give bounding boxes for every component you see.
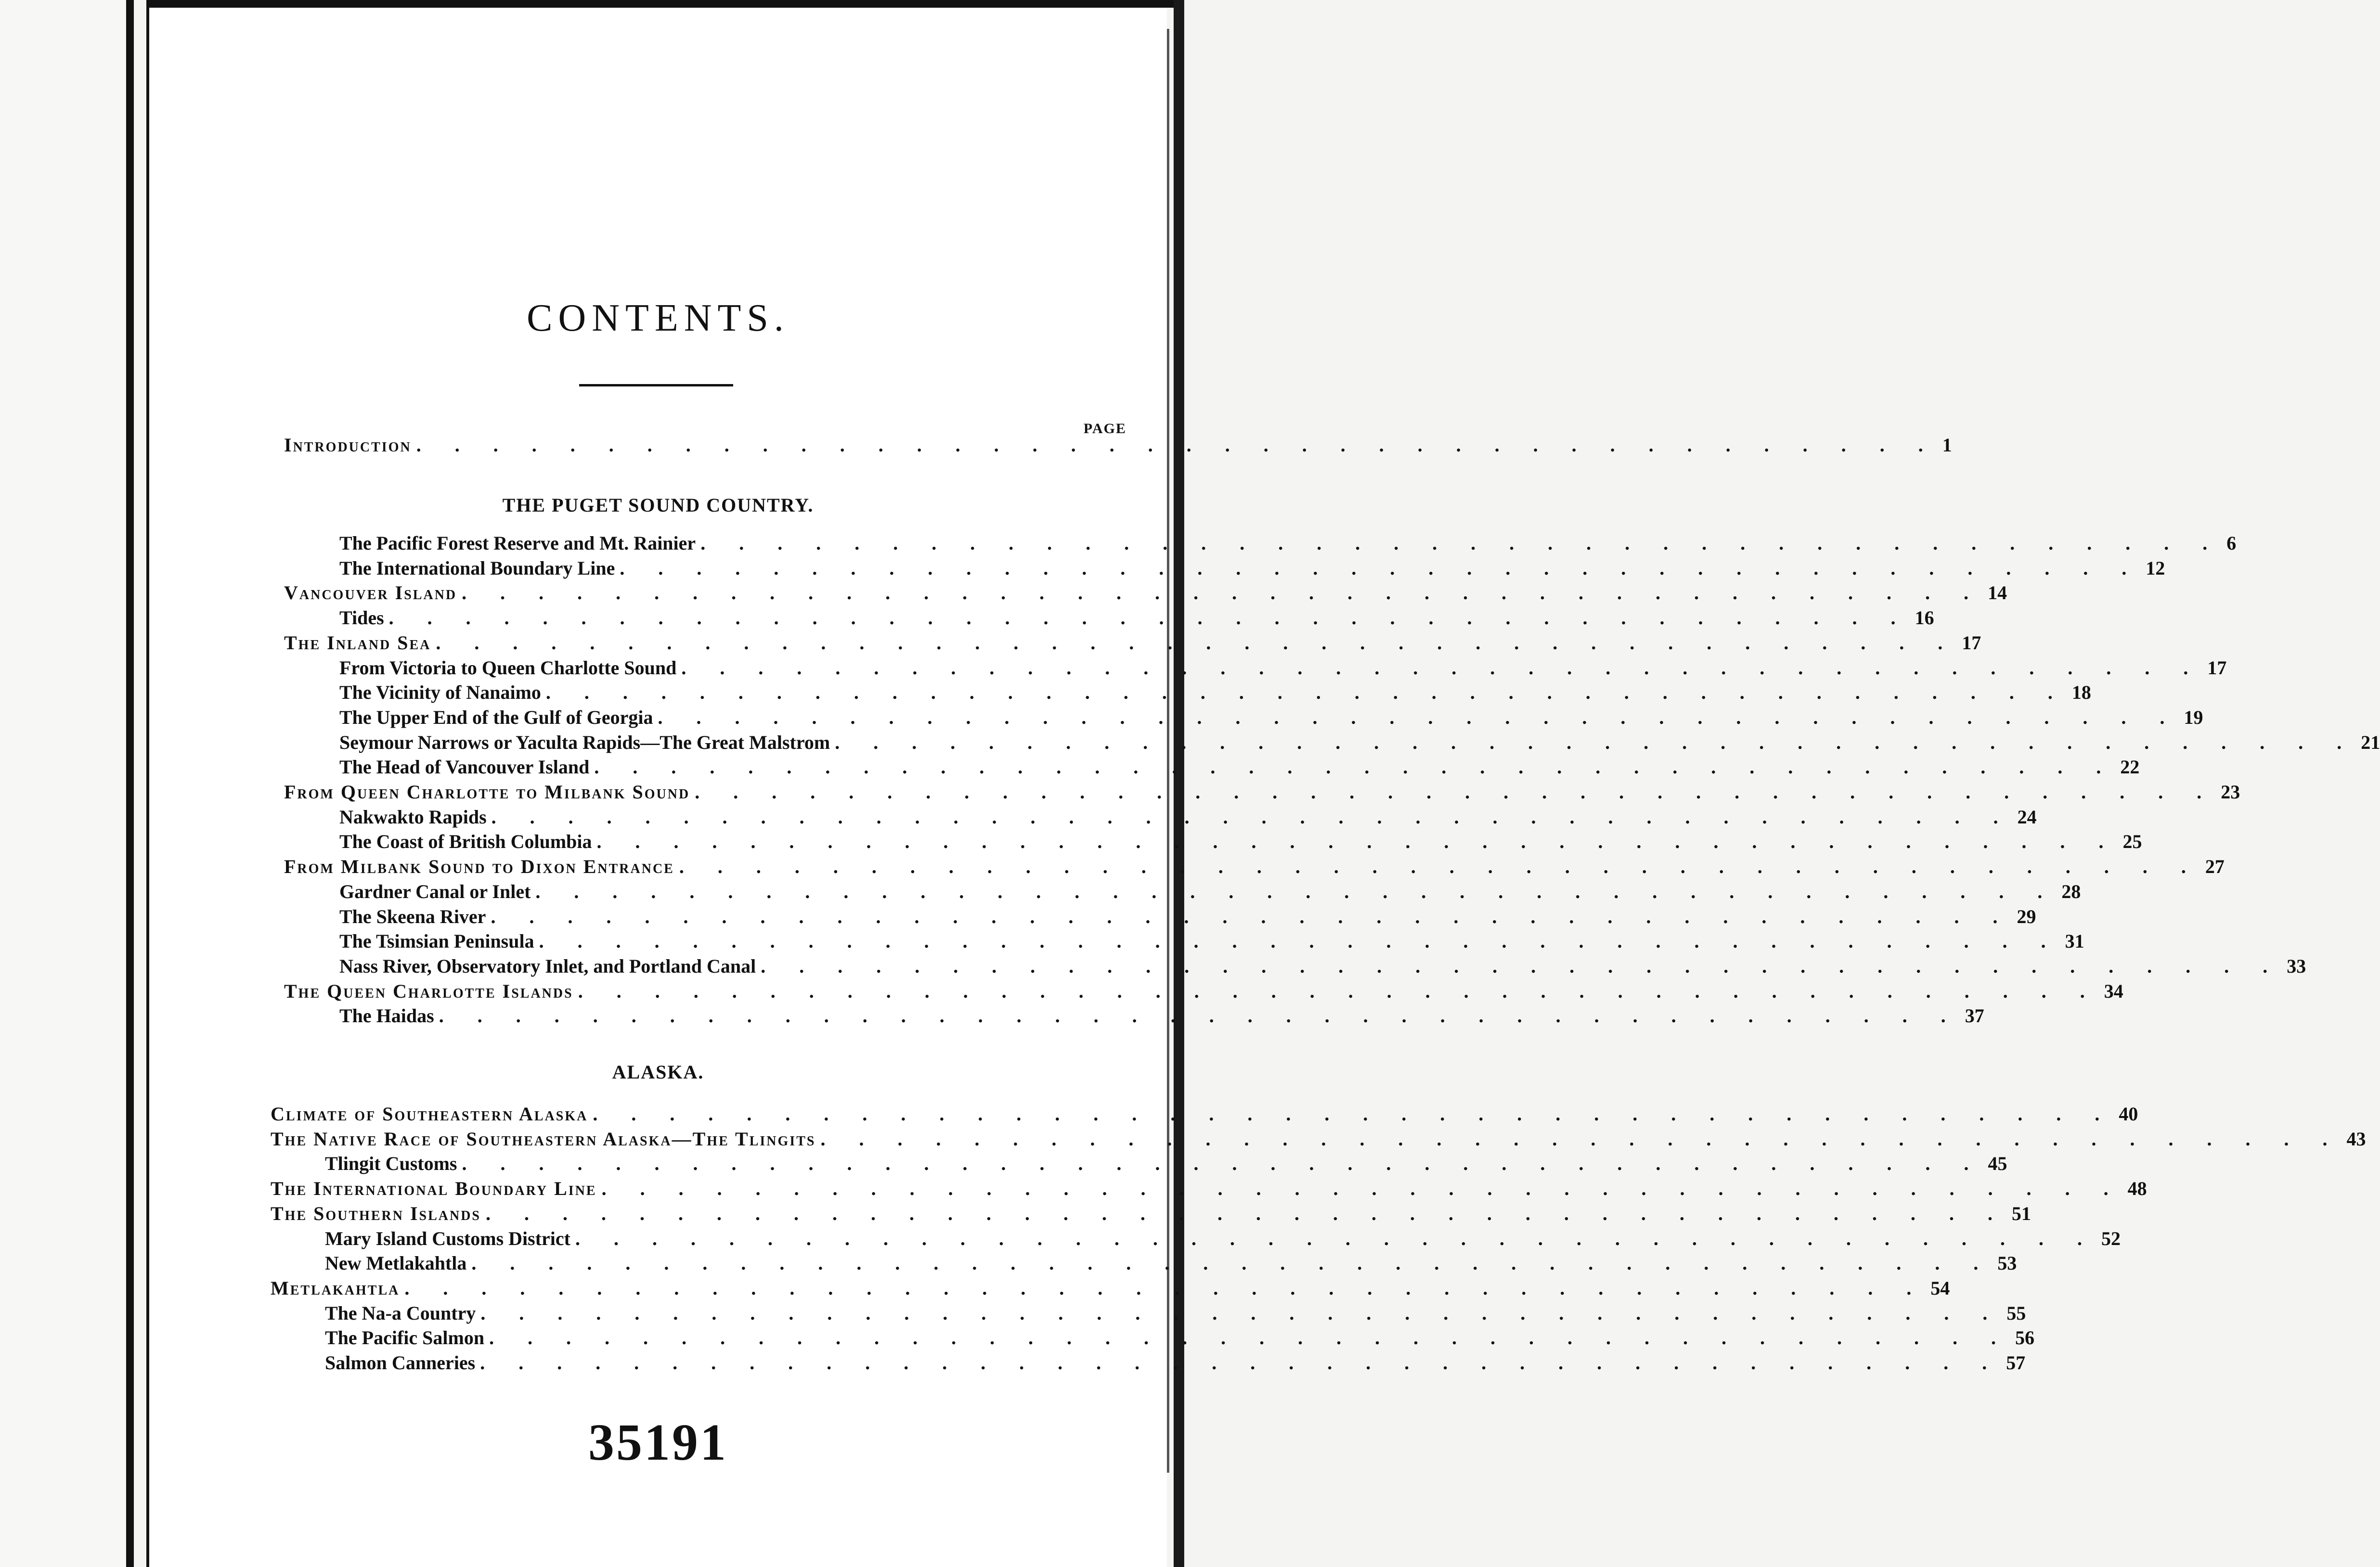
toc-entry-page: 55 [2006, 1302, 2026, 1324]
toc-entry-title: Gardner Canal or Inlet [339, 881, 531, 902]
toc-entry-page: 14 [1988, 582, 2007, 604]
toc-entry-page: 34 [2104, 980, 2123, 1002]
toc-entry-page: 48 [2127, 1178, 2147, 1199]
dot-leader: . . . . . . . . . . . . . . . . . . . . . . . . . . . . . . . . . . . . . . . . [695, 781, 2216, 803]
toc-entry-title: The International Boundary Line [339, 557, 615, 579]
dot-leader: . . . . . . . . . . . . . . . . . . . . . . . . . . . . . . . . . . . . . . . . [462, 1153, 1983, 1174]
toc-entry [284, 430, 1952, 457]
toc-entry-page: 53 [1997, 1252, 2017, 1274]
toc-entry [339, 703, 2203, 730]
toc-entry [271, 1199, 2031, 1226]
page-column-header: PAGE [1083, 421, 1126, 437]
toc-entry-title: New Metlakahtla [325, 1252, 467, 1274]
toc-entry-title: The Head of Vancouver Island [339, 756, 590, 778]
dot-leader: . . . . . . . . . . . . . . . . . . . . . . . . . . . . . . . . . . . . . . . . [491, 806, 2013, 828]
toc-entry-page: 6 [2226, 532, 2237, 554]
toc-entry [284, 852, 2225, 879]
toc-entry-title: The Native Race of Southeastern Alaska—The Tlingits [271, 1128, 816, 1150]
toc-entry-title: Climate of Southeastern Alaska [271, 1103, 588, 1125]
dot-leader: . . . . . . . . . . . . . . . . . . . . . . . . . . . . . . . . . . . . . . . . [575, 1228, 2096, 1249]
dot-leader: . . . . . . . . . . . . . . . . . . . . . . . . . . . . . . . . . . . . . . . . [820, 1128, 2342, 1150]
title-rule [579, 384, 733, 386]
dot-leader: . . . . . . . . . . . . . . . . . . . . . . . . . . . . . . . . . . . . . . . . [539, 930, 2060, 952]
dot-leader: . . . . . . . . . . . . . . . . . . . . . . . . . . . . . . . . . . . . . . . . [620, 557, 2141, 579]
toc-entry-title: Tlingit Customs [325, 1153, 457, 1174]
toc-entry-page: 40 [2119, 1103, 2138, 1125]
toc-entry-page: 54 [1930, 1277, 1950, 1299]
binding-edge [126, 0, 134, 1567]
toc-entry-title: Seymour Narrows or Yaculta Rapids—The Great Malstrom [339, 732, 830, 753]
toc-entry-page: 45 [1988, 1153, 2007, 1174]
dot-leader: . . . . . . . . . . . . . . . . . . . . . . . . . . . . . . . . . . . . . . . . [535, 881, 2057, 902]
toc-entry [339, 528, 2237, 555]
toc-entry-title: From Queen Charlotte to Milbank Sound [284, 781, 690, 803]
toc-entry-page: 43 [2346, 1128, 2366, 1150]
toc-entry [339, 752, 2140, 779]
stamp-number: 35191 [588, 1414, 728, 1471]
toc-entry-title: The Coast of British Columbia [339, 831, 592, 852]
toc-entry-page: 56 [2015, 1327, 2035, 1349]
dot-leader: . . . . . . . . . . . . . . . . . . . . . . . . . . . . . . . . . . . . . . . . [388, 607, 1910, 629]
toc-entry-title: Nakwakto Rapids [339, 806, 487, 828]
toc-entry-title: From Milbank Sound to Dixon Entrance [284, 856, 674, 877]
toc-entry-page: 21 [2361, 732, 2380, 753]
toc-entry-page: 23 [2221, 781, 2240, 803]
dot-leader: . . . . . . . . . . . . . . . . . . . . . . . . . . . . . . . . . . . . . . . . [439, 1005, 1960, 1027]
dot-leader: . . . . . . . . . . . . . . . . . . . . . . . . . . . . . . . . . . . . . . . . [681, 657, 2203, 679]
toc-entry [271, 1273, 1950, 1300]
dot-leader: . . . . . . . . . . . . . . . . . . . . . . . . . . . . . . . . . . . . . . . . [462, 582, 1983, 604]
toc-entry-page: 16 [1914, 607, 1934, 629]
toc-entry [284, 628, 1981, 655]
toc-entry-page: 57 [2006, 1352, 2026, 1374]
toc-entry [271, 1174, 2147, 1201]
dot-leader: . . . . . . . . . . . . . . . . . . . . . . . . . . . . . . . . . . . . . . . . [835, 732, 2356, 753]
dot-leader: . . . . . . . . . . . . . . . . . . . . . . . . . . . . . . . . . . . . . . . . [471, 1252, 1993, 1274]
toc-entry-page: 1 [1942, 434, 1952, 456]
toc-entry-title: The Pacific Forest Reserve and Mt. Rainier [339, 532, 696, 554]
page-title: CONTENTS. [527, 297, 789, 339]
toc-entry-title: Metlakahtla [271, 1277, 400, 1299]
toc-entry-title: Mary Island Customs District [325, 1228, 570, 1249]
toc-entry [325, 1149, 2007, 1176]
dot-leader: . . . . . . . . . . . . . . . . . . . . . . . . . . . . . . . . . . . . . . . . [679, 856, 2200, 877]
dot-leader: . . . . . . . . . . . . . . . . . . . . . . . . . . . . . . . . . . . . . . . . [436, 632, 1957, 654]
toc-entry [339, 603, 1934, 630]
dot-leader: . . . . . . . . . . . . . . . . . . . . . . . . . . . . . . . . . . . . . . . . [700, 532, 2222, 554]
toc-entry-title: The Queen Charlotte Islands [284, 980, 573, 1002]
dot-leader: . . . . . . . . . . . . . . . . . . . . . . . . . . . . . . . . . . . . . . . . [486, 1203, 2007, 1224]
toc-entry [271, 1099, 2138, 1126]
toc-entry-page: 51 [2012, 1203, 2031, 1224]
toc-entry-title: The Upper End of the Gulf of Georgia [339, 706, 653, 728]
toc-entry [339, 877, 2081, 904]
toc-entry-title: The International Boundary Line [271, 1178, 597, 1199]
toc-entry-page: 18 [2071, 681, 2091, 703]
toc-entry [339, 802, 2037, 829]
toc-entry-title: The Southern Islands [271, 1203, 481, 1224]
toc-entry [339, 951, 2306, 978]
toc-entry-title: The Pacific Salmon [325, 1327, 485, 1349]
toc-entry [339, 678, 2091, 705]
dot-leader: . . . . . . . . . . . . . . . . . . . . . . . . . . . . . . . . . . . . . . . . [596, 831, 2118, 852]
dot-leader: . . . . . . . . . . . . . . . . . . . . . . . . . . . . . . . . . . . . . . . . [593, 1103, 2114, 1125]
toc-entry [325, 1248, 2017, 1275]
toc-entry-page: 19 [2184, 706, 2203, 728]
toc-entry-page: 25 [2122, 831, 2142, 852]
toc-entry-page: 33 [2287, 955, 2306, 977]
toc-entry-title: Nass River, Observatory Inlet, and Portland Canal [339, 955, 756, 977]
toc-entry-title: From Victoria to Queen Charlotte Sound [339, 657, 677, 679]
toc-entry [339, 827, 2142, 854]
toc-entry-page: 27 [2205, 856, 2225, 877]
toc-entry [339, 728, 2380, 755]
section-heading: THE PUGET SOUND COUNTRY. [502, 494, 814, 516]
toc-entry [284, 976, 2123, 1003]
toc-entry-title: Tides [339, 607, 384, 629]
toc-entry-page: 22 [2120, 756, 2140, 778]
dot-leader: . . . . . . . . . . . . . . . . . . . . . . . . . . . . . . . . . . . . . . . . [578, 980, 2099, 1002]
toc-entry-title: The Na-a Country [325, 1302, 476, 1324]
dot-leader: . . . . . . . . . . . . . . . . . . . . . . . . . . . . . . . . . . . . . . . . [545, 681, 2067, 703]
toc-entry-title: The Inland Sea [284, 632, 431, 654]
toc-entry-page: 28 [2061, 881, 2081, 902]
toc-entry-page: 17 [2207, 657, 2227, 679]
toc-entry-title: The Haidas [339, 1005, 434, 1027]
toc-entry-page: 37 [1965, 1005, 1984, 1027]
dot-leader: . . . . . . . . . . . . . . . . . . . . . . . . . . . . . . . . . . . . . . . . [491, 906, 2012, 927]
toc-entry-page: 24 [2017, 806, 2037, 828]
toc-entry-title: The Vicinity of Nanaimo [339, 681, 541, 703]
toc-entry [339, 926, 2084, 953]
toc-entry [339, 902, 2036, 929]
toc-entry [271, 1124, 2366, 1151]
dot-leader: . . . . . . . . . . . . . . . . . . . . . . . . . . . . . . . . . . . . . . . . [480, 1352, 2002, 1374]
toc-entry-page: 52 [2101, 1228, 2121, 1249]
toc-entry-page: 12 [2146, 557, 2165, 579]
toc-entry [284, 578, 2007, 605]
toc-entry-title: Vancouver Island [284, 582, 457, 604]
toc-entry [325, 1348, 2026, 1375]
toc-entry-title: Salmon Canneries [325, 1352, 476, 1374]
toc-entry-title: The Skeena River [339, 906, 486, 927]
section-heading: ALASKA. [612, 1061, 704, 1083]
toc-entry [339, 653, 2227, 680]
toc-entry [339, 1001, 1984, 1028]
toc-entry-page: 17 [1962, 632, 1981, 654]
toc-entry-title: Introduction [284, 434, 412, 456]
toc-entry-page: 31 [2065, 930, 2084, 952]
toc-entry [325, 1323, 2035, 1350]
toc-entry [325, 1224, 2121, 1251]
scan-left-margin [0, 0, 126, 1567]
scan-top-edge [149, 0, 1175, 8]
dot-leader: . . . . . . . . . . . . . . . . . . . . . . . . . . . . . . . . . . . . . . . . [594, 756, 2116, 778]
toc-entry-page: 29 [2017, 906, 2036, 927]
dot-leader: . . . . . . . . . . . . . . . . . . . . . . . . . . . . . . . . . . . . . . . . [761, 955, 2282, 977]
dot-leader: . . . . . . . . . . . . . . . . . . . . . . . . . . . . . . . . . . . . . . . . [404, 1277, 1926, 1299]
dot-leader: . . . . . . . . . . . . . . . . . . . . . . . . . . . . . . . . . . . . . . . . [601, 1178, 2123, 1199]
toc-entry-title: The Tsimsian Peninsula [339, 930, 534, 952]
toc-entry [339, 553, 2165, 580]
toc-entry [325, 1298, 2026, 1325]
dot-leader: . . . . . . . . . . . . . . . . . . . . . . . . . . . . . . . . . . . . . . . . [658, 706, 2179, 728]
dot-leader: . . . . . . . . . . . . . . . . . . . . . . . . . . . . . . . . . . . . . . . . [489, 1327, 2011, 1349]
contents-page [149, 8, 2380, 1567]
dot-leader: . . . . . . . . . . . . . . . . . . . . . . . . . . . . . . . . . . . . . . . . [480, 1302, 2002, 1324]
toc-entry [284, 777, 2240, 804]
dot-leader: . . . . . . . . . . . . . . . . . . . . . . . . . . . . . . . . . . . . . . . . [416, 434, 1938, 456]
